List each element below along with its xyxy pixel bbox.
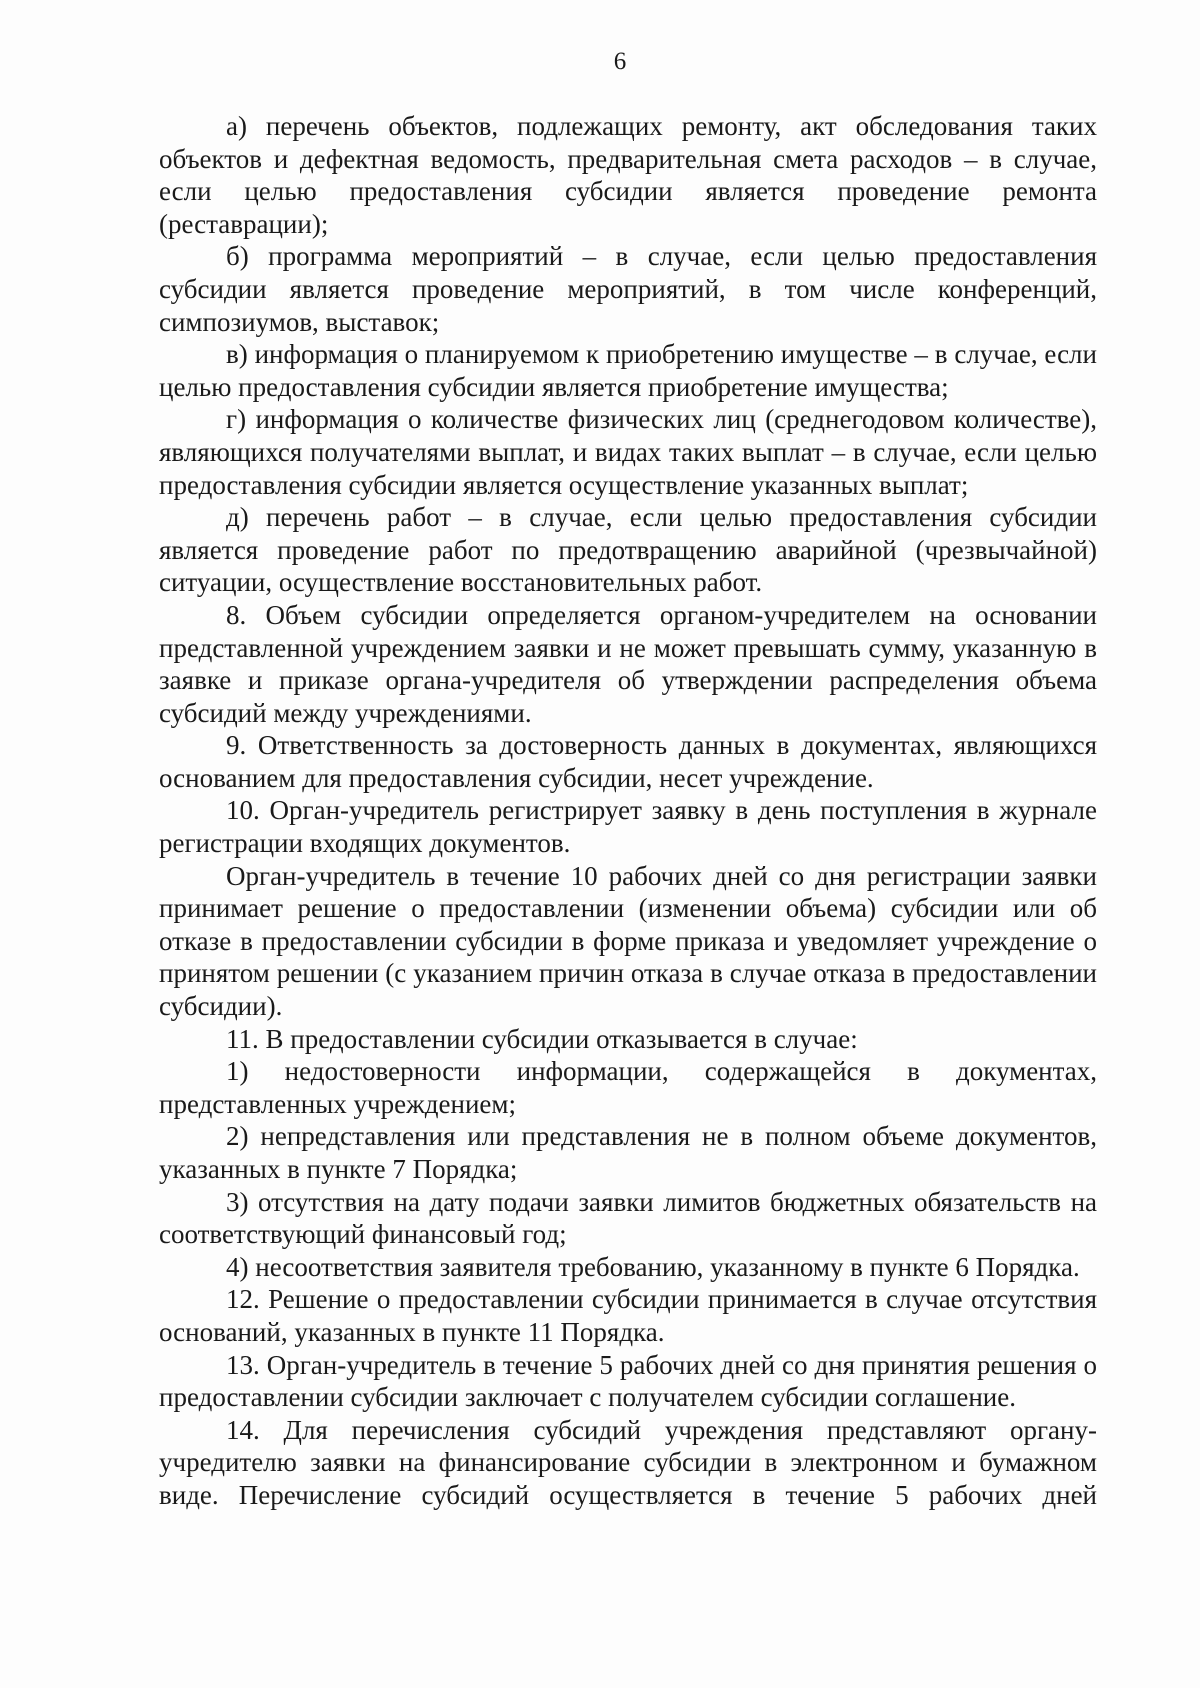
paragraph-10-decision: Орган-учредитель в течение 10 рабочих дней со дня регистрации заявки принимает решение о предоставлении (изменении объема) субсидии или об отказе в предоставлении субсидии в форме приказа и уведомляет учреждение о принятом решении (с указанием причин отказа в случае отказа в предоставлении субсидии).	[159, 860, 1097, 1022]
paragraph-g-payments-info: г) информация о количестве физических лиц (среднегодовом количестве), являющихся получателями выплат, и видах таких выплат – в случае, если целью предоставления субсидии является осуществление указанных выплат;	[159, 404, 1097, 500]
paragraph-b-events-program: б) программа мероприятий – в случае, если целью предоставления субсидии является проведение мероприятий, в том числе конференций, симпозиумов, выставок;	[159, 241, 1097, 337]
paragraph-14-transfer: 14. Для перечисления субсидий учреждения представляют органу-учредителю заявки на финансирование субсидии в электронном и бумажном виде. Перечисление субсидий осуществляется в течение 5 рабочих дней	[159, 1414, 1097, 1510]
paragraph-11-item-3: 3) отсутствия на дату подачи заявки лимитов бюджетных обязательств на соответствующий финансовый год;	[159, 1186, 1097, 1250]
paragraph-13-agreement: 13. Орган-учредитель в течение 5 рабочих дней со дня принятия решения о предоставлении субсидии заключает с получателем субсидии соглашение.	[159, 1349, 1097, 1413]
paragraph-a-repair-objects: а) перечень объектов, подлежащих ремонту, акт обследования таких объектов и дефектная ведомость, предварительная смета расходов – в случае, если целью предоставления субсидии является проведение ремонта (реставрации);	[159, 111, 1097, 239]
paragraph-10-registration: 10. Орган-учредитель регистрирует заявку в день поступления в журнале регистрации входящих документов.	[159, 795, 1097, 859]
paragraph-12-decision: 12. Решение о предоставлении субсидии принимается в случае отсутствия оснований, указанных в пункте 11 Порядка.	[159, 1284, 1097, 1347]
paragraph-v-property-info: в) информация о планируемом к приобретению имуществе – в случае, если целью предоставления субсидии является приобретение имущества;	[159, 339, 1097, 402]
paragraph-11-item-1: 1) недостоверности информации, содержащейся в документах, представленных учреждением;	[159, 1056, 1097, 1119]
paragraph-9-responsibility: 9. Ответственность за достоверность данных в документах, являющихся основанием для предоставления субсидии, несет учреждение.	[159, 730, 1097, 793]
page-number: 6	[613, 48, 627, 75]
paragraph-8-subsidy-volume: 8. Объем субсидии определяется органом-учредителем на основании представленной учреждением заявки и не может превышать сумму, указанную в заявке и приказе органа-учредителя об утверждении распределения объема субсидий между учреждениями.	[159, 599, 1097, 728]
paragraph-11-item-2: 2) непредставления или представления не в полном объеме документов, указанных в пункте 7 Порядка;	[159, 1121, 1097, 1184]
paragraph-d-works-list: д) перечень работ – в случае, если целью предоставления субсидии является проведение работ по предотвращению аварийной (чрезвычайной) ситуации, осуществление восстановительных работ.	[159, 502, 1097, 598]
paragraph-11-refusal: 11. В предоставлении субсидии отказывается в случае:	[226, 1023, 858, 1054]
document-body	[159, 110, 1097, 1512]
paragraph-11-item-4: 4) несоответствия заявителя требованию, указанному в пункте 6 Порядка.	[226, 1251, 1080, 1282]
